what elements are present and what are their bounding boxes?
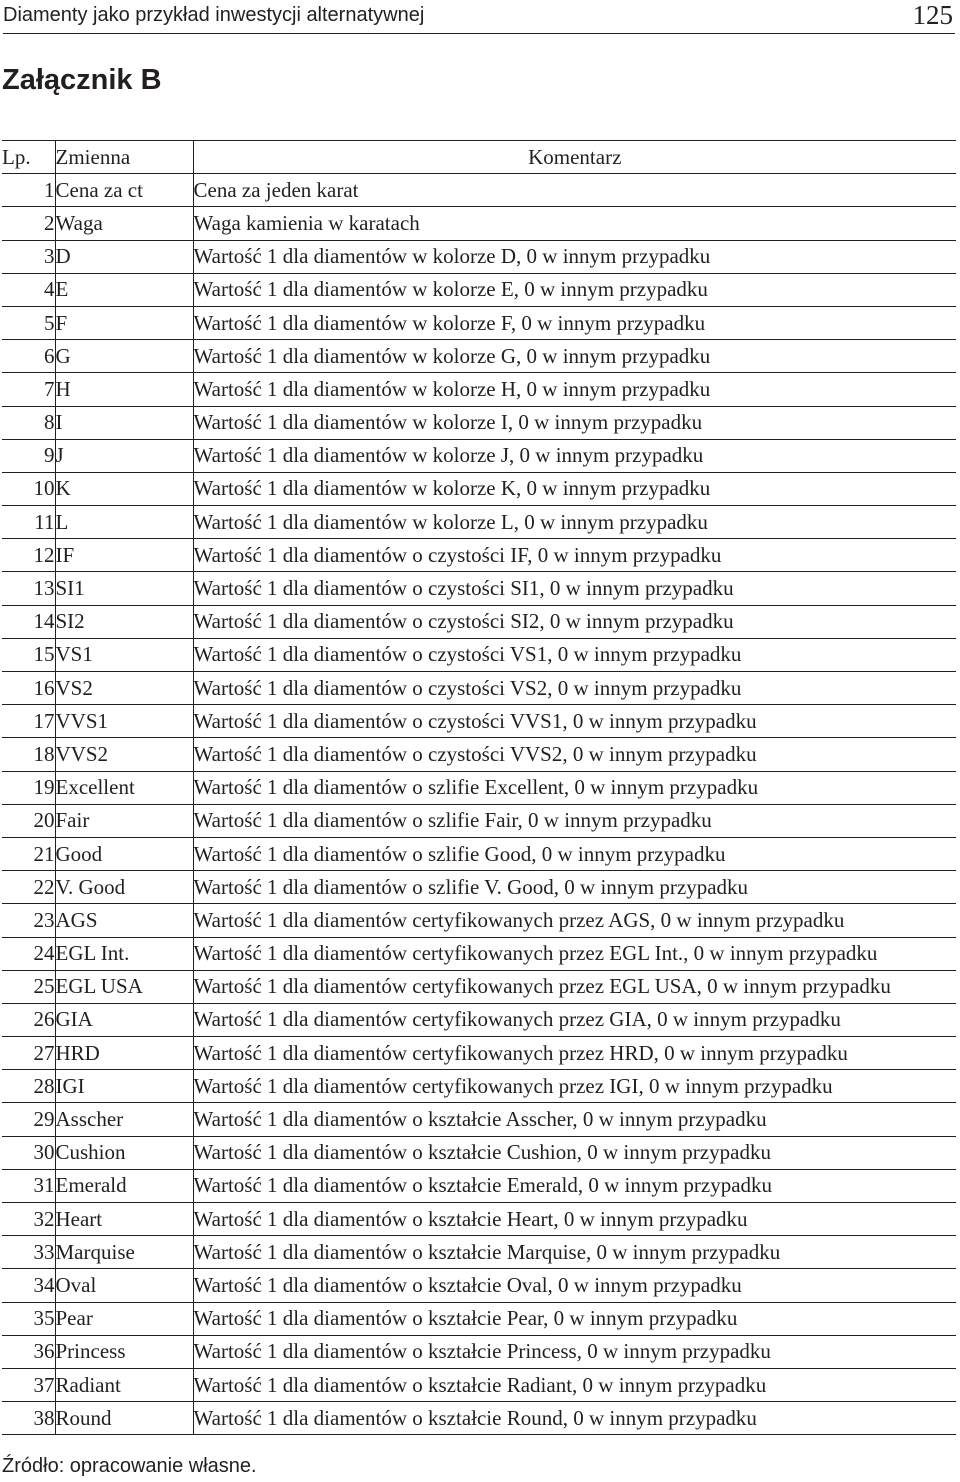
row-variable: Princess [55,1335,193,1368]
table-row [2,937,956,970]
table-row [2,1136,956,1169]
row-comment: Waga kamienia w karatach [193,207,956,240]
row-comment: Wartość 1 dla diamentów w kolorze J, 0 w innym przypadku [193,439,956,472]
row-comment: Wartość 1 dla diamentów o kształcie Marquise, 0 w innym przypadku [193,1236,956,1269]
row-number: 21 [2,837,55,870]
row-comment: Wartość 1 dla diamentów w kolorze L, 0 w innym przypadku [193,506,956,539]
table-row [2,738,956,771]
row-variable: D [55,240,193,273]
table-row [2,306,956,339]
row-variable: Radiant [55,1368,193,1401]
row-comment: Wartość 1 dla diamentów certyfikowanych przez EGL Int., 0 w innym przypadku [193,937,956,970]
table-row [2,472,956,505]
table-header-row [2,141,956,174]
row-number: 29 [2,1103,55,1136]
table-row [2,1103,956,1136]
row-variable: VS1 [55,638,193,671]
row-comment: Wartość 1 dla diamentów o kształcie Round, 0 w innym przypadku [193,1402,956,1435]
row-variable: F [55,306,193,339]
column-header-lp: Lp. [2,141,55,174]
row-number: 33 [2,1236,55,1269]
row-number: 12 [2,539,55,572]
row-variable: Pear [55,1302,193,1335]
table-row [2,273,956,306]
row-variable: Emerald [55,1169,193,1202]
row-number: 6 [2,340,55,373]
table-row [2,1070,956,1103]
row-variable: Marquise [55,1236,193,1269]
row-number: 30 [2,1136,55,1169]
row-variable: Excellent [55,771,193,804]
row-variable: EGL USA [55,970,193,1003]
row-number: 26 [2,1003,55,1036]
row-variable: Asscher [55,1103,193,1136]
row-comment: Wartość 1 dla diamentów certyfikowanych przez EGL USA, 0 w innym przypadku [193,970,956,1003]
row-comment: Wartość 1 dla diamentów o czystości VVS1, 0 w innym przypadku [193,705,956,738]
table-row [2,904,956,937]
row-number: 28 [2,1070,55,1103]
row-number: 13 [2,572,55,605]
row-number: 1 [2,174,55,207]
row-comment: Wartość 1 dla diamentów w kolorze K, 0 w innym przypadku [193,472,956,505]
row-number: 7 [2,373,55,406]
row-number: 18 [2,738,55,771]
table-row [2,638,956,671]
row-variable: VVS2 [55,738,193,771]
row-number: 14 [2,605,55,638]
row-variable: AGS [55,904,193,937]
row-comment: Wartość 1 dla diamentów o kształcie Pear, 0 w innym przypadku [193,1302,956,1335]
row-variable: Good [55,837,193,870]
row-variable: J [55,439,193,472]
row-number: 35 [2,1302,55,1335]
row-comment: Wartość 1 dla diamentów o czystości VVS2, 0 w innym przypadku [193,738,956,771]
row-comment: Wartość 1 dla diamentów w kolorze F, 0 w innym przypadku [193,306,956,339]
row-number: 17 [2,705,55,738]
row-number: 19 [2,771,55,804]
row-comment: Wartość 1 dla diamentów o szlifie Good, 0 w innym przypadku [193,837,956,870]
row-number: 38 [2,1402,55,1435]
row-comment: Wartość 1 dla diamentów o szlifie V. Good, 0 w innym przypadku [193,871,956,904]
page-header [3,0,955,34]
table-row [2,373,956,406]
table-row [2,1302,956,1335]
row-comment: Wartość 1 dla diamentów o kształcie Radiant, 0 w innym przypadku [193,1368,956,1401]
table-row [2,506,956,539]
row-comment: Wartość 1 dla diamentów o szlifie Fair, 0 w innym przypadku [193,804,956,837]
column-header-variable: Zmienna [55,141,193,174]
row-variable: Oval [55,1269,193,1302]
table-row [2,1169,956,1202]
row-comment: Wartość 1 dla diamentów o czystości VS1, 0 w innym przypadku [193,638,956,671]
running-title: Diamenty jako przykład inwestycji alternatywnej [3,4,425,26]
row-number: 10 [2,472,55,505]
row-comment: Wartość 1 dla diamentów certyfikowanych przez IGI, 0 w innym przypadku [193,1070,956,1103]
row-number: 8 [2,406,55,439]
table-row [2,605,956,638]
row-number: 9 [2,439,55,472]
row-comment: Wartość 1 dla diamentów o kształcie Asscher, 0 w innym przypadku [193,1103,956,1136]
row-number: 24 [2,937,55,970]
variables-table [2,140,956,1435]
row-number: 5 [2,306,55,339]
row-comment: Wartość 1 dla diamentów w kolorze E, 0 w innym przypadku [193,273,956,306]
row-comment: Wartość 1 dla diamentów o kształcie Emerald, 0 w innym przypadku [193,1169,956,1202]
row-number: 11 [2,506,55,539]
row-number: 23 [2,904,55,937]
row-comment: Wartość 1 dla diamentów o kształcie Cushion, 0 w innym przypadku [193,1136,956,1169]
table-row [2,174,956,207]
row-variable: Heart [55,1203,193,1236]
row-variable: SI2 [55,605,193,638]
row-variable: IGI [55,1070,193,1103]
row-number: 25 [2,970,55,1003]
table-row [2,439,956,472]
row-comment: Wartość 1 dla diamentów o kształcie Princess, 0 w innym przypadku [193,1335,956,1368]
row-variable: K [55,472,193,505]
row-comment: Wartość 1 dla diamentów o czystości SI1, 0 w innym przypadku [193,572,956,605]
row-variable: Fair [55,804,193,837]
row-variable: L [55,506,193,539]
row-variable: Cushion [55,1136,193,1169]
row-variable: HRD [55,1037,193,1070]
table-row [2,672,956,705]
row-number: 32 [2,1203,55,1236]
table-row [2,871,956,904]
row-variable: I [55,406,193,439]
row-comment: Wartość 1 dla diamentów o kształcie Heart, 0 w innym przypadku [193,1203,956,1236]
table-row [2,837,956,870]
row-variable: Cena za ct [55,174,193,207]
row-variable: EGL Int. [55,937,193,970]
table-row [2,406,956,439]
row-number: 37 [2,1368,55,1401]
row-comment: Wartość 1 dla diamentów o czystości VS2, 0 w innym przypadku [193,672,956,705]
row-number: 31 [2,1169,55,1202]
row-comment: Cena za jeden karat [193,174,956,207]
table-row [2,240,956,273]
row-number: 34 [2,1269,55,1302]
section-title: Załącznik B [2,64,162,96]
row-variable: V. Good [55,871,193,904]
table-row [2,1269,956,1302]
row-comment: Wartość 1 dla diamentów certyfikowanych przez AGS, 0 w innym przypadku [193,904,956,937]
row-comment: Wartość 1 dla diamentów w kolorze G, 0 w innym przypadku [193,340,956,373]
table-row [2,572,956,605]
table-row [2,1037,956,1070]
table-row [2,705,956,738]
row-variable: G [55,340,193,373]
table-row [2,1236,956,1269]
page-number: 125 [912,0,953,30]
row-number: 36 [2,1335,55,1368]
table-row [2,1335,956,1368]
row-number: 15 [2,638,55,671]
row-comment: Wartość 1 dla diamentów w kolorze H, 0 w innym przypadku [193,373,956,406]
row-comment: Wartość 1 dla diamentów w kolorze I, 0 w innym przypadku [193,406,956,439]
table-row [2,1368,956,1401]
table-row [2,1402,956,1435]
row-comment: Wartość 1 dla diamentów o czystości SI2, 0 w innym przypadku [193,605,956,638]
row-number: 3 [2,240,55,273]
row-comment: Wartość 1 dla diamentów certyfikowanych przez HRD, 0 w innym przypadku [193,1037,956,1070]
column-header-comment: Komentarz [193,141,956,174]
row-number: 2 [2,207,55,240]
row-number: 27 [2,1037,55,1070]
table-row [2,340,956,373]
row-comment: Wartość 1 dla diamentów o kształcie Oval, 0 w innym przypadku [193,1269,956,1302]
table-row [2,1203,956,1236]
row-number: 16 [2,672,55,705]
table-body [2,174,956,1435]
table-row [2,207,956,240]
row-variable: VVS1 [55,705,193,738]
row-number: 4 [2,273,55,306]
row-comment: Wartość 1 dla diamentów w kolorze D, 0 w innym przypadku [193,240,956,273]
table-row [2,970,956,1003]
row-variable: Waga [55,207,193,240]
row-comment: Wartość 1 dla diamentów o szlifie Excellent, 0 w innym przypadku [193,771,956,804]
row-variable: SI1 [55,572,193,605]
row-variable: Round [55,1402,193,1435]
row-comment: Wartość 1 dla diamentów certyfikowanych przez GIA, 0 w innym przypadku [193,1003,956,1036]
source-note: Źródło: opracowanie własne. [2,1455,257,1477]
row-variable: H [55,373,193,406]
row-variable: VS2 [55,672,193,705]
table-row [2,1003,956,1036]
row-variable: E [55,273,193,306]
row-variable: IF [55,539,193,572]
row-number: 22 [2,871,55,904]
table-row [2,771,956,804]
row-number: 20 [2,804,55,837]
row-variable: GIA [55,1003,193,1036]
table-row [2,804,956,837]
row-comment: Wartość 1 dla diamentów o czystości IF, 0 w innym przypadku [193,539,956,572]
table-row [2,539,956,572]
